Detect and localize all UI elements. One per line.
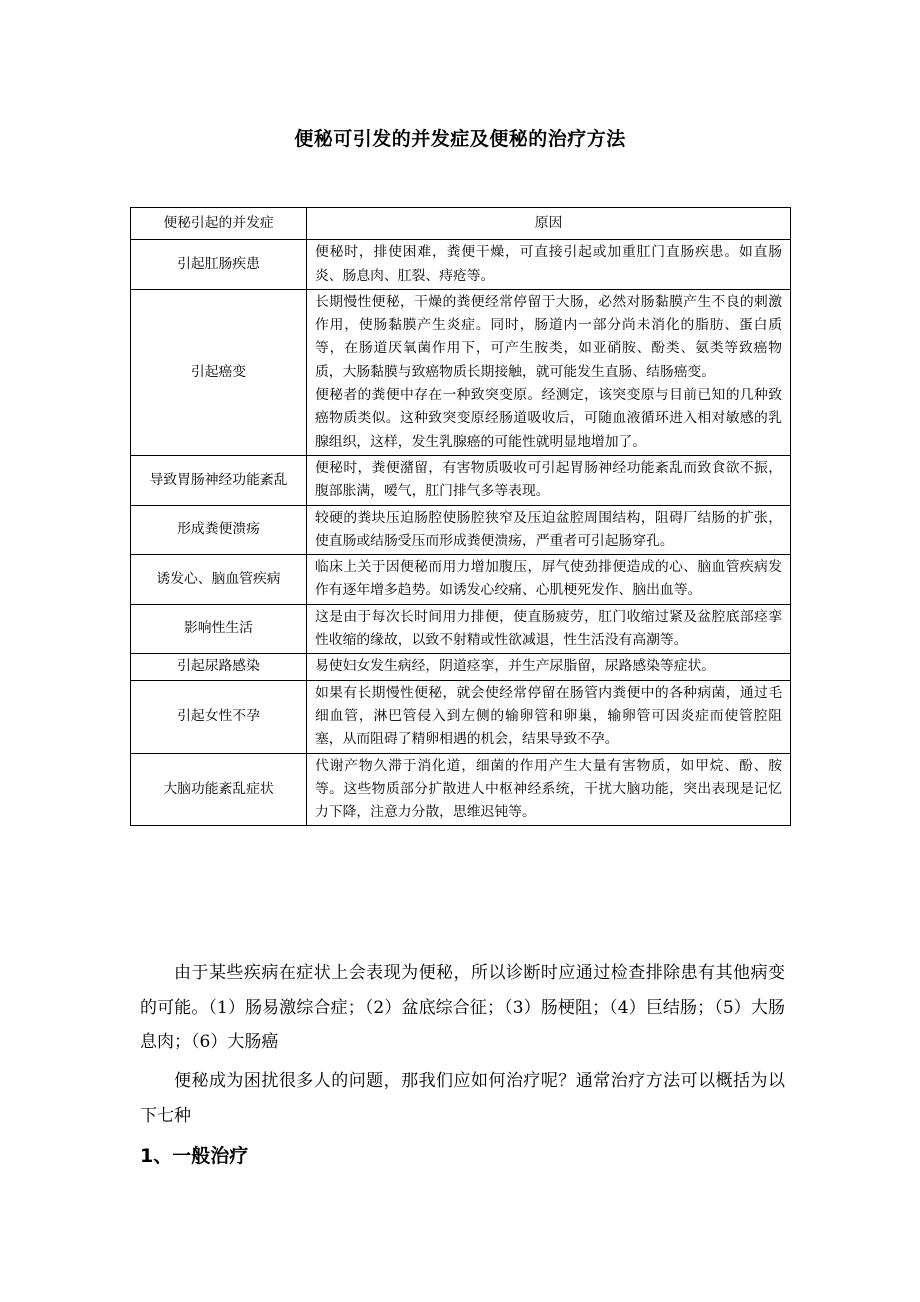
complications-table [130,207,791,826]
treatment-intro-paragraph: 便秘成为困扰很多人的问题，那我们应如何治疗呢？通常治疗方法可以概括为以下七种 [140,1071,785,1126]
complication-cell: 引起癌变 [131,289,307,455]
reason-cell [307,289,791,455]
reason-text: 较硬的粪块压迫肠腔使肠腔狭窄及压迫盆腔周围结构，阻碍厂结肠的扩张，使直肠或结肠受压而形成粪便溃疡，严重者可引起肠穿孔。 [315,509,782,549]
complication-cell: 引起肛肠疾患 [131,240,307,290]
reason-text: 代谢产物久滞于消化道，细菌的作用产生大量有害物质，如甲烷、酚、胺等。这些物质部分扩散进人中枢神经系统，干扰大脑功能，突出表现是记忆力下降，注意力分散，思维迟钝等。 [315,757,782,821]
document-title: 便秘可引发的并发症及便秘的治疗方法 [294,128,626,150]
reason-cell [307,680,791,753]
complication-cell: 诱发心、脑血管疾病 [131,555,307,605]
table-header-row [131,208,791,240]
reason-cell [307,555,791,605]
table-row [131,289,791,455]
reason-text: 易使妇女发生病经，阴道痉挛，并生产尿脂留，尿路感染等症状。 [315,658,716,675]
reason-cell [307,654,791,680]
table-row [131,240,791,290]
table-row [131,654,791,680]
table-row [131,753,791,826]
reason-text: 长期慢性便秘，干燥的粪便经常停留于大肠，必然对肠黏膜产生不良的刺激作用，使肠黏膜产生炎症。同时，肠道内一部分尚未消化的脂肪、蛋白质等，在肠道厌氧菌作用下，可产生胺类，如亚硝胺、酚类、氨类等致癌物质，大肠黏膜与致癌物质长期接触，就可能发生直肠、结肠癌变。 [315,293,782,380]
complication-cell: 引起尿路感染 [131,654,307,680]
diagnosis-paragraph: 由于某些疾病在症状上会表现为便秘，所以诊断时应通过检查排除患有其他病变的可能。（1）肠易激综合症；（2）盆底综合征；（3）肠梗阻；（4）巨结肠；（5）大肠息肉；（6）大肠癌 [140,963,785,1052]
complication-cell: 大脑功能紊乱症状 [131,753,307,826]
complication-cell: 形成粪便溃疡 [131,505,307,555]
reason-text: 临床上关于因便秘而用力增加腹压，屏气使劲排便造成的心、脑血管疾病发作有逐年增多趋势。如诱发心绞痛、心肌梗死发作、脑出血等。 [315,559,782,599]
reason-cell [307,753,791,826]
reason-cell [307,604,791,654]
table-row [131,505,791,555]
section-heading: 1、一般治疗 [140,1145,249,1167]
header-reason: 原因 [307,208,791,240]
table-row [131,604,791,654]
header-complication: 便秘引起的并发症 [131,208,307,240]
table-row [131,455,791,505]
reason-text: 便秘时，排使困难，粪便干燥，可直接引起或加重肛门直肠疾患。如直肠炎、肠息肉、肛裂、痔疮等。 [315,244,782,284]
table-row [131,555,791,605]
reason-text: 便秘时，粪便潴留，有害物质吸收可引起胃肠神经功能紊乱而致食欲不振，腹部胀满，嗳气，肛门排气多等表现。 [315,459,782,500]
reason-cell [307,505,791,555]
complication-cell: 引起女性不孕 [131,680,307,753]
reason-text: 如果有长期慢性便秘，就会使经常停留在肠管内粪便中的各种病菌，通过毛细血管，淋巴管侵入到左侧的输卵管和卵巢，输卵管可因炎症而使管腔阻塞，从而阻碍了精卵相遇的机会，结果导致不孕。 [315,684,782,748]
reason-text: 便秘者的粪便中存在一种致突变原。经测定，该突变原与目前已知的几种致癌物质类似。这种致突变原经肠道吸收后，可随血液循环进入相对敏感的乳腺组织，这样，发生乳腺癌的可能性就明显地增加了。 [315,387,782,450]
table-row [131,680,791,753]
complication-cell: 导致胃肠神经功能紊乱 [131,455,307,505]
reason-text: 这是由于每次长时间用力排便，使直肠疲劳，肛门收缩过紧及盆腔底部痉挛性收缩的缘故，以致不射精或性欲减退，性生活没有高潮等。 [315,608,782,649]
complication-cell: 影响性生活 [131,604,307,654]
reason-cell [307,240,791,290]
reason-cell [307,455,791,505]
